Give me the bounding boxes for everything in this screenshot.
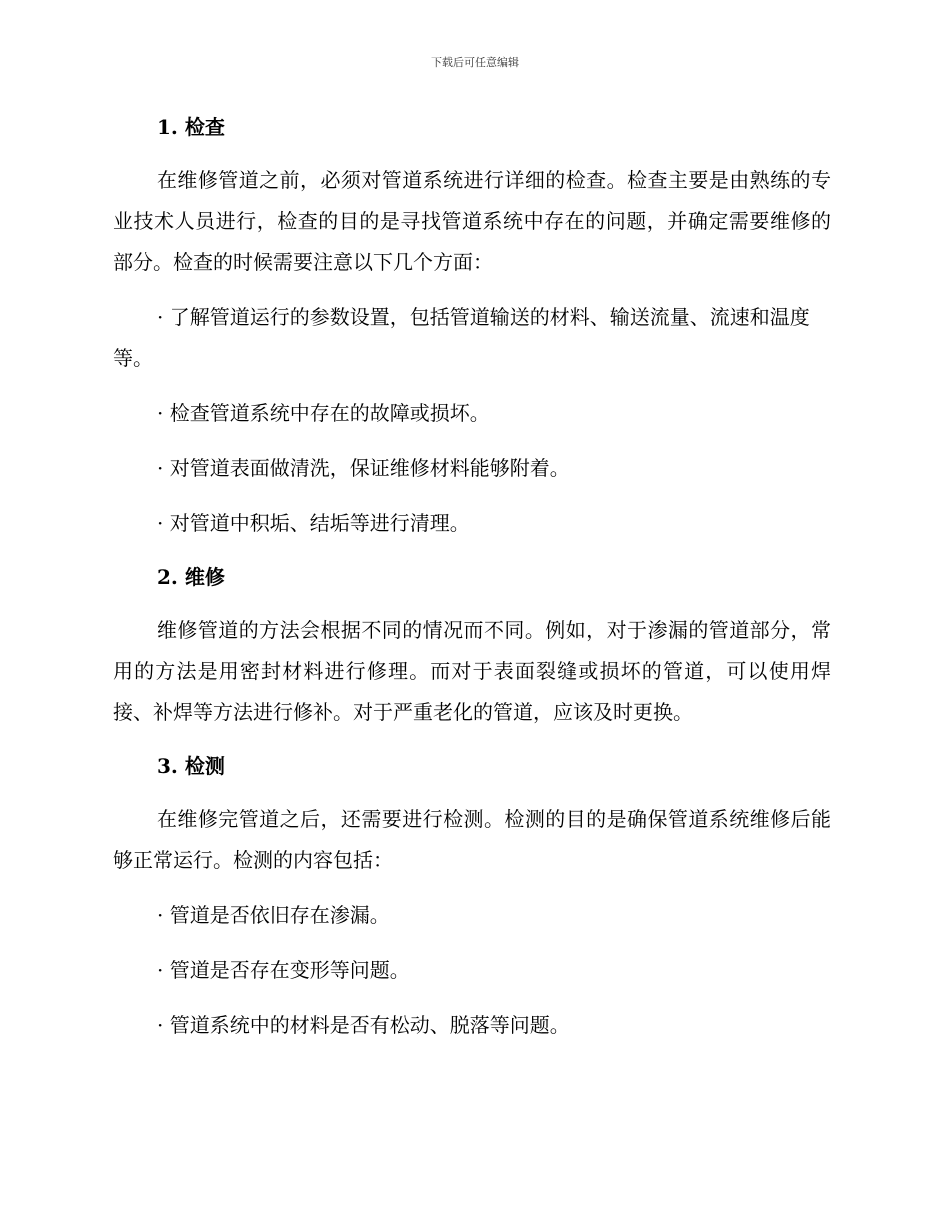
section-heading-inspection: 1. 检查 — [157, 115, 225, 139]
document-body — [113, 108, 831, 1046]
header-note: 下载后可任意编辑 — [431, 56, 519, 69]
list-item: · 对管道中积垢、结垢等进行清理。 — [157, 511, 470, 535]
list-item: · 对管道表面做清洗，保证维修材料能够附着。 — [157, 456, 570, 480]
section-paragraph-testing: 在维修完管道之后，还需要进行检测。检测的目的是确保管道系统维修后能够正常运行。检测的内容包括： — [113, 807, 831, 872]
section-paragraph-inspection: 在维修管道之前，必须对管道系统进行详细的检查。检查主要是由熟练的专业技术人员进行，检查的目的是寻找管道系统中存在的问题，并确定需要维修的部分。检查的时候需要注意以下几个方面： — [113, 168, 831, 274]
list-item: · 管道系统中的材料是否有松动、脱落等问题。 — [157, 1013, 570, 1037]
list-item: · 检查管道系统中存在的故障或损坏。 — [157, 401, 490, 425]
list-item: · 管道是否存在变形等问题。 — [157, 958, 410, 982]
section-heading-testing: 3. 检测 — [157, 754, 225, 778]
list-item: · 了解管道运行的参数设置，包括管道输送的材料、输送流量、流速和温度等。 — [113, 305, 810, 370]
section-paragraph-repair: 维修管道的方法会根据不同的情况而不同。例如，对于渗漏的管道部分，常用的方法是用密封材料进行修理。而对于表面裂缝或损坏的管道，可以使用焊接、补焊等方法进行修补。对于严重老化的管道，应该及时更换。 — [113, 618, 831, 724]
list-item: · 管道是否依旧存在渗漏。 — [157, 903, 390, 927]
section-heading-repair: 2. 维修 — [157, 565, 225, 589]
